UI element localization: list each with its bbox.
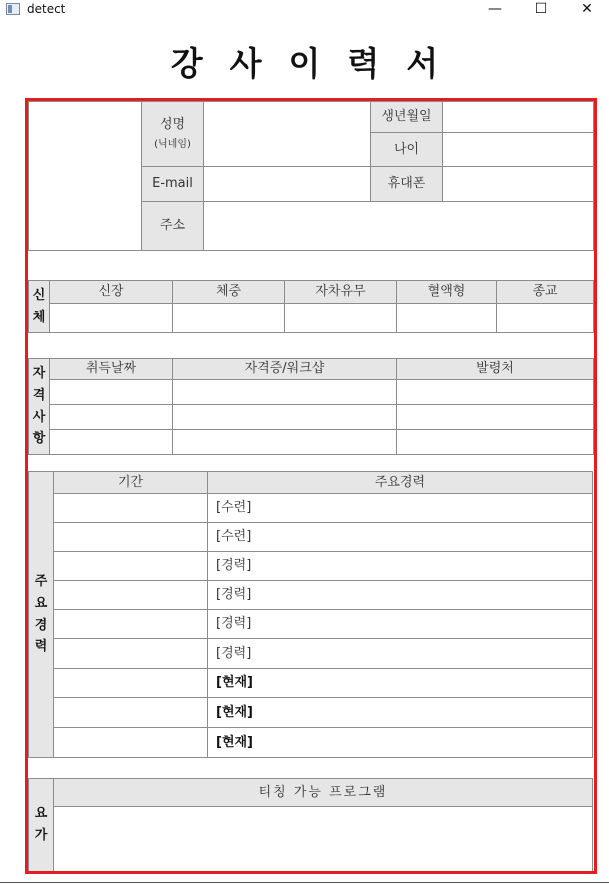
career-row[interactable]: [수련] (207, 522, 593, 552)
minimize-button[interactable]: — (488, 1, 502, 17)
teaching-programs-label: 티칭 가능 프로그램 (258, 784, 388, 800)
body-section-label: 신 체 (28, 280, 50, 333)
header-religion: 종교 (496, 280, 594, 304)
email-label: E-mail (141, 166, 204, 202)
age-label: 나이 (370, 132, 443, 167)
header-certificate: 자격증/워크샵 (172, 358, 397, 380)
bottom-divider (0, 882, 609, 883)
career-section-label: 주 요 경 력 (28, 471, 54, 758)
nickname-label: (닉네임) (154, 138, 191, 150)
career-row[interactable]: [경력] (207, 609, 593, 639)
career-row[interactable]: [경력] (207, 551, 593, 581)
header-issuer: 발령처 (396, 358, 594, 380)
career-row[interactable]: [현재] (207, 697, 593, 728)
header-blood-type: 혈액형 (396, 280, 497, 304)
career-row[interactable]: [경력] (207, 638, 593, 669)
career-row[interactable]: [현재] (207, 668, 593, 698)
career-row[interactable]: [수련] (207, 493, 593, 523)
form-outline-frame (25, 98, 597, 874)
header-height: 신장 (49, 280, 173, 304)
header-period: 기간 (53, 471, 208, 494)
maximize-button[interactable]: ☐ (534, 1, 548, 17)
header-acquired-date: 취득날짜 (49, 358, 173, 380)
window-title: detect (27, 2, 66, 16)
close-button[interactable]: ✕ (581, 1, 593, 17)
phone-label: 휴대폰 (370, 166, 443, 202)
qualification-section-label: 자 격 사 항 (28, 358, 50, 455)
document-title: 강사이력서 (170, 44, 466, 83)
yoga-section-label: 요 가 (28, 778, 54, 872)
name-label: 성명 (159, 117, 186, 133)
header-car: 자차유무 (284, 280, 397, 304)
header-weight: 체중 (172, 280, 285, 304)
career-row[interactable]: [경력] (207, 580, 593, 610)
window-titlebar (0, 0, 609, 20)
header-main-career: 주요경력 (207, 471, 593, 494)
address-label: 주소 (141, 201, 204, 251)
app-icon (6, 3, 20, 15)
career-row[interactable]: [현재] (207, 727, 593, 758)
birth-label: 생년월일 (370, 101, 443, 133)
